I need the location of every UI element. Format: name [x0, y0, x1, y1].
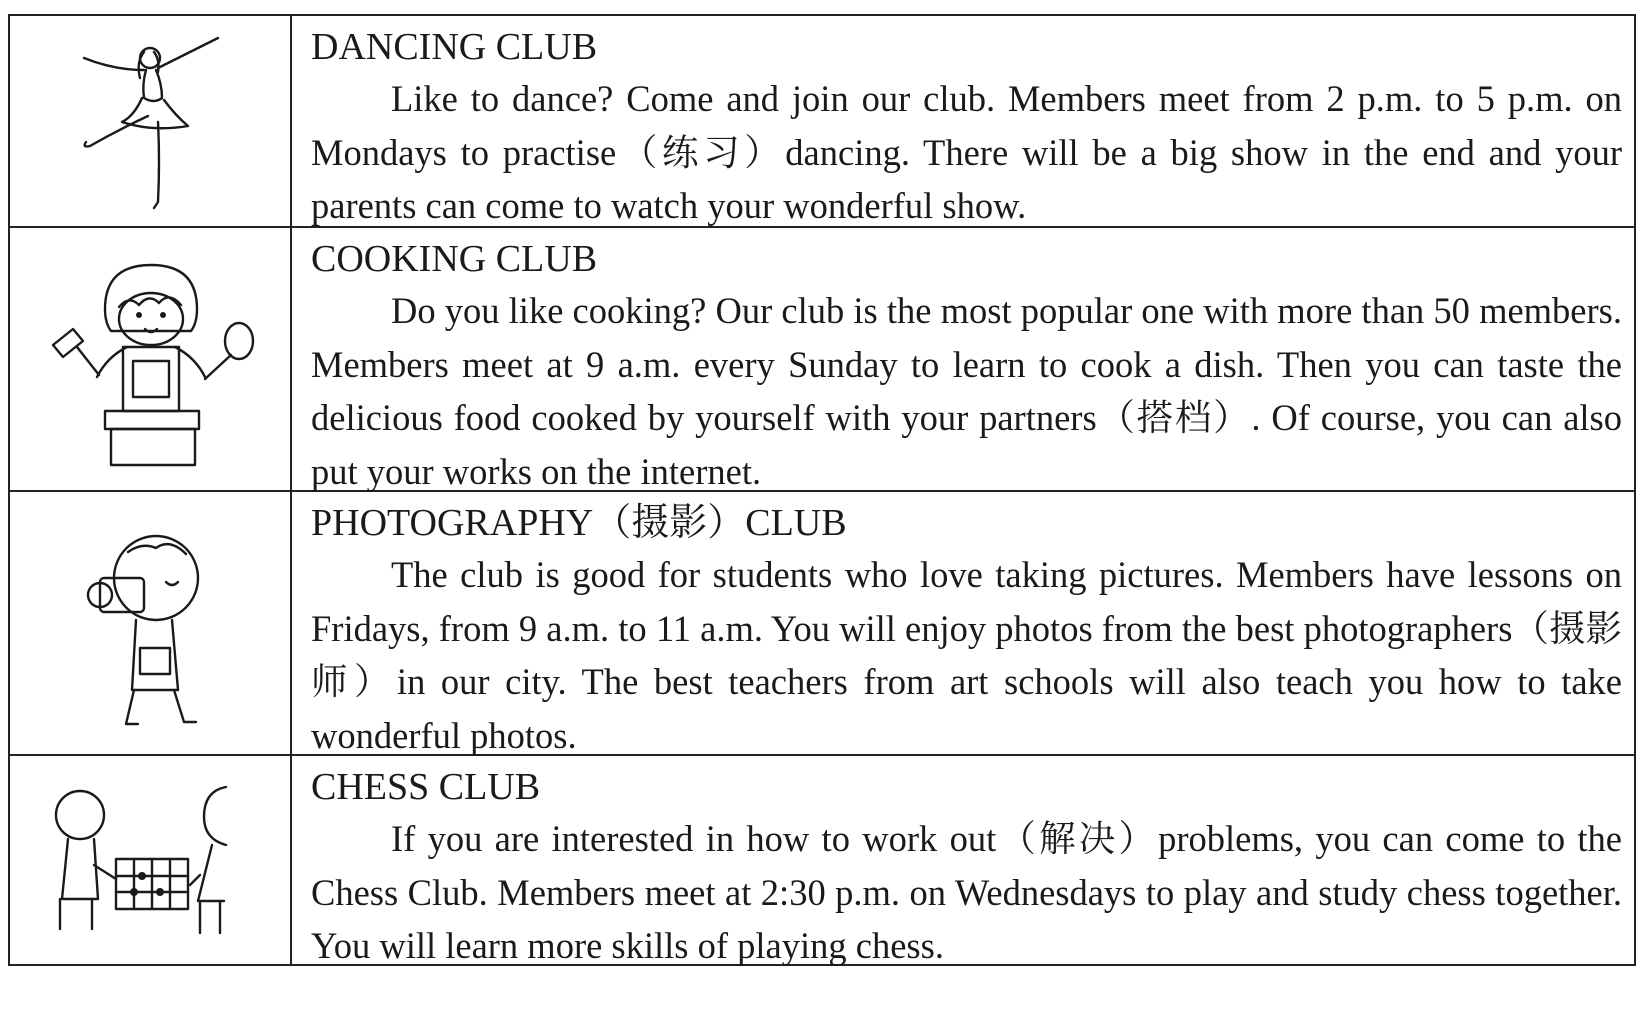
club-table: [8, 14, 1636, 1001]
club-description: If you are interested in how to work out（解决）problems, you can come to the Chess Club. Members meet at 2:30 p.m. on Wednesdays to play and study chess together. You will learn more skills of playing chess.: [311, 818, 1622, 966]
club-row-dancing: [8, 14, 1636, 226]
club-text-cell: [292, 492, 1634, 754]
club-text-cell: [292, 16, 1634, 226]
club-picture-cell: [10, 756, 292, 964]
boy-with-camera-icon: [70, 518, 230, 728]
club-description: The club is good for students who love taking pictures. Members have lessons on Fridays, from 9 a.m. to 11 a.m. You will enjoy photos from the best photographers（摄影师）in our city. The best teachers from art schools will also teach you how to take wonderful photos.: [311, 554, 1622, 756]
club-picture-cell: [10, 16, 292, 226]
ballet-dancer-icon: [50, 26, 250, 216]
chef-girl-icon: [35, 249, 265, 469]
club-text-cell: [292, 228, 1634, 490]
club-title: PHOTOGRAPHY（摄影）CLUB: [311, 502, 847, 544]
club-row-photography: [8, 490, 1636, 754]
club-title: CHESS CLUB: [311, 766, 541, 808]
club-row-chess: [8, 754, 1636, 966]
club-description: Like to dance? Come and join our club. Members meet from 2 p.m. to 5 p.m. on Mondays to practise（练习）dancing. There will be a big show in the end and your parents can come to watch your wonderful show.: [311, 78, 1622, 226]
club-description: Do you like cooking? Our club is the most popular one with more than 50 members. Members meet at 9 a.m. every Sunday to learn to cook a dish. Then you can taste the delicious food cooked by yourself with your partners（搭档）. Of course, you can also put your works on the internet.: [311, 290, 1622, 492]
club-picture-cell: [10, 492, 292, 754]
club-text-cell: [292, 756, 1634, 964]
club-title: DANCING CLUB: [311, 26, 598, 68]
club-row-cooking: [8, 226, 1636, 490]
club-picture-cell: [10, 228, 292, 490]
club-title: COOKING CLUB: [311, 238, 598, 280]
chess-players-icon: [50, 775, 250, 945]
